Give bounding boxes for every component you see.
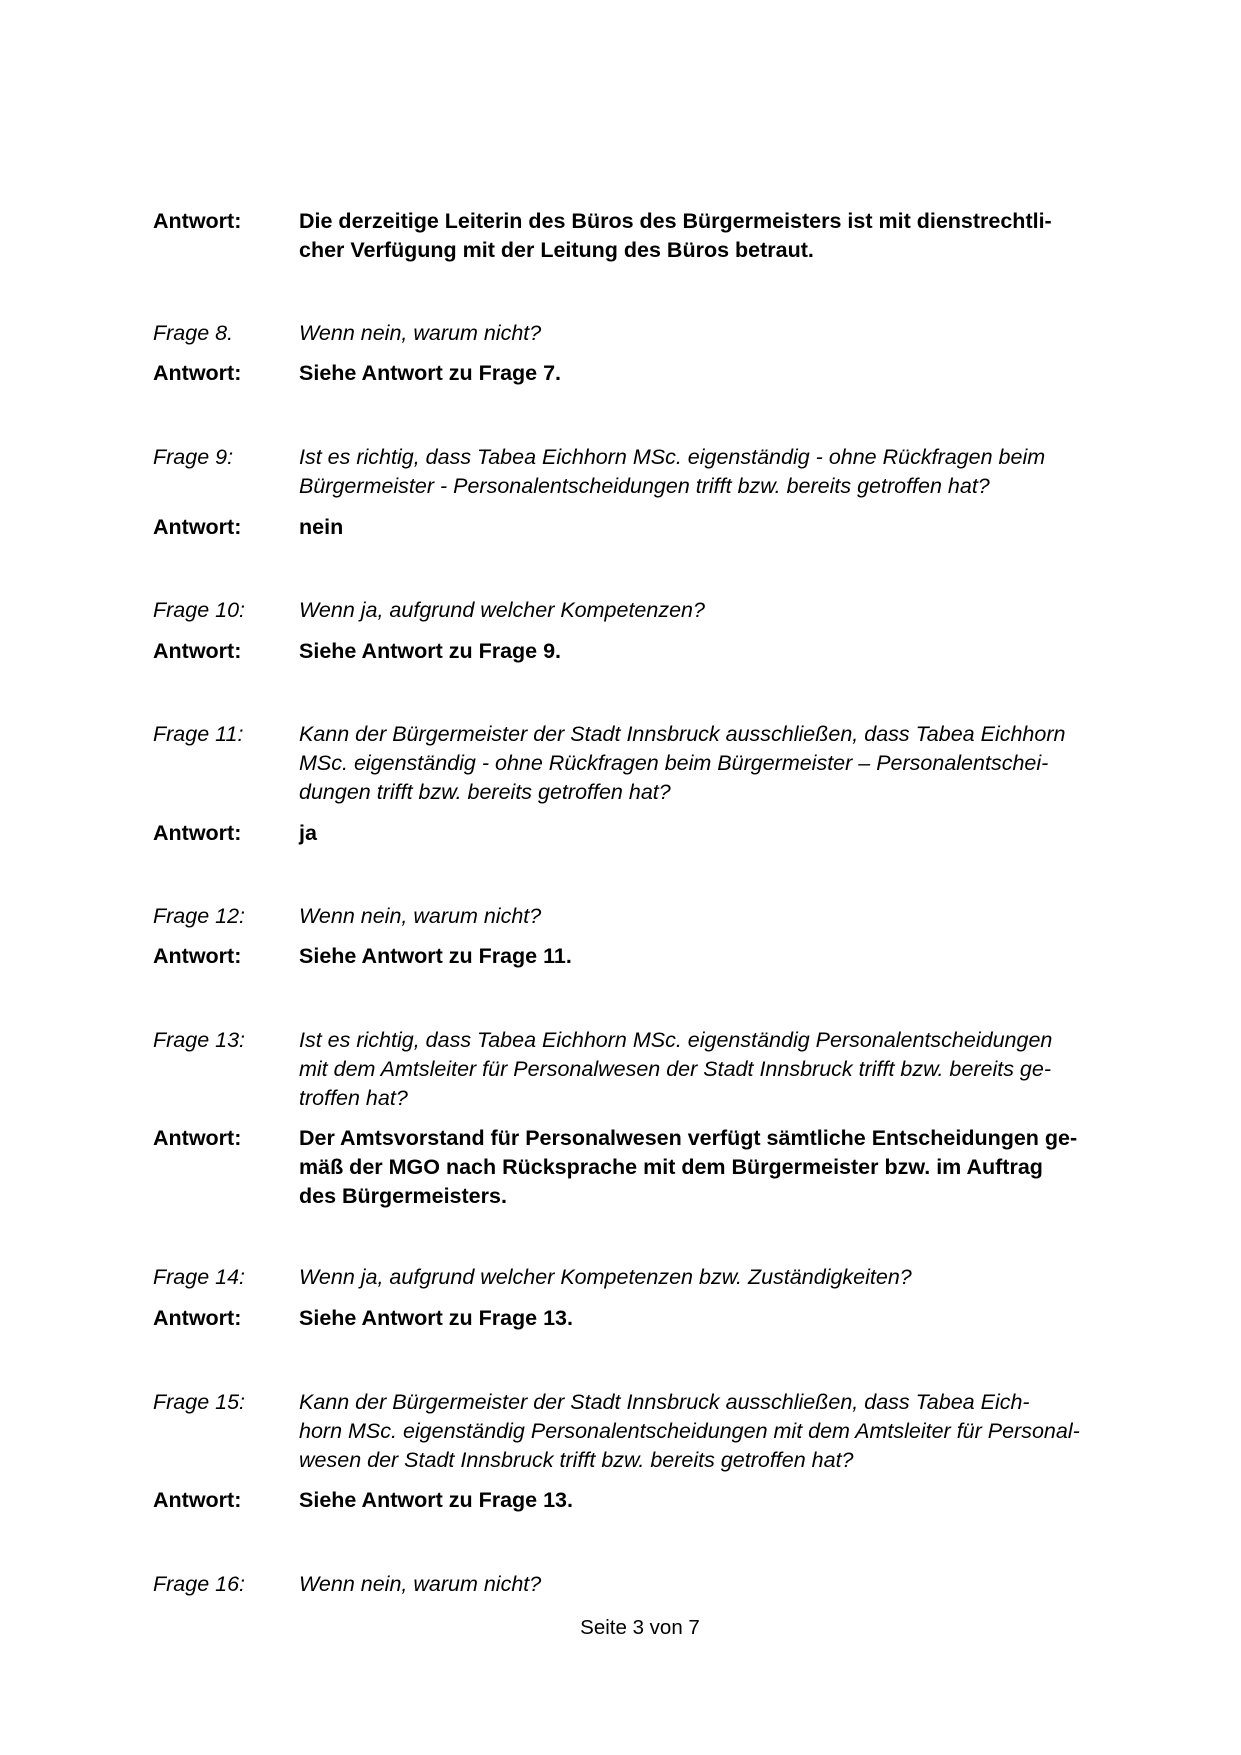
question-label: Frage 16: bbox=[153, 1572, 246, 1596]
page-number-footer: Seite 3 von 7 bbox=[580, 1616, 700, 1639]
question-label: Frage 12: bbox=[153, 904, 246, 928]
text-line: Siehe Antwort zu Frage 13. bbox=[299, 1488, 573, 1512]
text-line: Bürgermeister - Personalentscheidungen trifft bzw. bereits getroffen hat? bbox=[299, 474, 990, 498]
answer-label: Antwort: bbox=[153, 515, 242, 539]
question-text bbox=[299, 443, 1131, 501]
question-label: Frage 15: bbox=[153, 1390, 246, 1414]
question-text bbox=[299, 902, 1131, 931]
answer-text bbox=[299, 1124, 1131, 1211]
answer-label: Antwort: bbox=[153, 639, 242, 663]
question-text bbox=[299, 319, 1131, 348]
answer-text bbox=[299, 637, 1131, 666]
text-line: Kann der Bürgermeister der Stadt Innsbruck ausschließen, dass Tabea Eichhorn bbox=[299, 722, 1066, 746]
text-line: nein bbox=[299, 515, 344, 539]
answer-label: Antwort: bbox=[153, 1126, 242, 1150]
question-text bbox=[299, 1570, 1131, 1599]
text-line: Kann der Bürgermeister der Stadt Innsbruck ausschließen, dass Tabea Eich- bbox=[299, 1390, 1030, 1414]
text-line: horn MSc. eigenständig Personalentscheidungen mit dem Amtsleiter für Personal- bbox=[299, 1419, 1080, 1443]
text-line: Ist es richtig, dass Tabea Eichhorn MSc. eigenständig - ohne Rückfragen beim bbox=[299, 445, 1046, 469]
answer-label: Antwort: bbox=[153, 1306, 242, 1330]
question-label: Frage 8. bbox=[153, 321, 234, 345]
text-line: wesen der Stadt Innsbruck trifft bzw. bereits getroffen hat? bbox=[299, 1448, 854, 1472]
answer-text bbox=[299, 1486, 1131, 1515]
text-line: des Bürgermeisters. bbox=[299, 1184, 507, 1208]
text-line: cher Verfügung mit der Leitung des Büros betraut. bbox=[299, 238, 814, 262]
text-line: troffen hat? bbox=[299, 1086, 408, 1110]
text-line: Wenn nein, warum nicht? bbox=[299, 1572, 542, 1596]
text-line: Siehe Antwort zu Frage 11. bbox=[299, 944, 572, 968]
text-line: dungen trifft bzw. bereits getroffen hat? bbox=[299, 780, 671, 804]
answer-text bbox=[299, 359, 1131, 388]
answer-label: Antwort: bbox=[153, 361, 242, 385]
text-line: mäß der MGO nach Rücksprache mit dem Bürgermeister bzw. im Auftrag bbox=[299, 1155, 1043, 1179]
answer-text bbox=[299, 1304, 1131, 1333]
answer-text bbox=[299, 513, 1131, 542]
text-line: Siehe Antwort zu Frage 13. bbox=[299, 1306, 573, 1330]
question-label: Frage 11: bbox=[153, 722, 244, 746]
answer-label: Antwort: bbox=[153, 944, 242, 968]
text-line: Wenn nein, warum nicht? bbox=[299, 904, 542, 928]
answer-label: Antwort: bbox=[153, 209, 242, 233]
answer-text bbox=[299, 819, 1131, 848]
question-text bbox=[299, 720, 1131, 807]
question-label: Frage 14: bbox=[153, 1265, 246, 1289]
question-text bbox=[299, 1026, 1131, 1113]
question-text bbox=[299, 596, 1131, 625]
question-label: Frage 9: bbox=[153, 445, 234, 469]
text-line: Der Amtsvorstand für Personalwesen verfügt sämtliche Entscheidungen ge- bbox=[299, 1126, 1078, 1150]
text-line: Wenn ja, aufgrund welcher Kompetenzen bzw. Zuständigkeiten? bbox=[299, 1265, 912, 1289]
answer-text bbox=[299, 942, 1131, 971]
answer-text bbox=[299, 207, 1131, 265]
text-line: Die derzeitige Leiterin des Büros des Bürgermeisters ist mit dienstrechtli- bbox=[299, 209, 1052, 233]
question-label: Frage 10: bbox=[153, 598, 246, 622]
text-line: Wenn ja, aufgrund welcher Kompetenzen? bbox=[299, 598, 705, 622]
question-text bbox=[299, 1388, 1131, 1475]
question-text bbox=[299, 1263, 1131, 1292]
text-line: Siehe Antwort zu Frage 9. bbox=[299, 639, 562, 663]
text-line: Ist es richtig, dass Tabea Eichhorn MSc. eigenständig Personalentscheidungen bbox=[299, 1028, 1053, 1052]
text-line: ja bbox=[299, 821, 317, 845]
answer-label: Antwort: bbox=[153, 1488, 242, 1512]
question-label: Frage 13: bbox=[153, 1028, 246, 1052]
text-line: Wenn nein, warum nicht? bbox=[299, 321, 542, 345]
text-line: Siehe Antwort zu Frage 7. bbox=[299, 361, 562, 385]
answer-label: Antwort: bbox=[153, 821, 242, 845]
text-line: MSc. eigenständig - ohne Rückfragen beim Bürgermeister – Personalentschei- bbox=[299, 751, 1049, 775]
text-line: mit dem Amtsleiter für Personalwesen der Stadt Innsbruck trifft bzw. bereits ge- bbox=[299, 1057, 1052, 1081]
